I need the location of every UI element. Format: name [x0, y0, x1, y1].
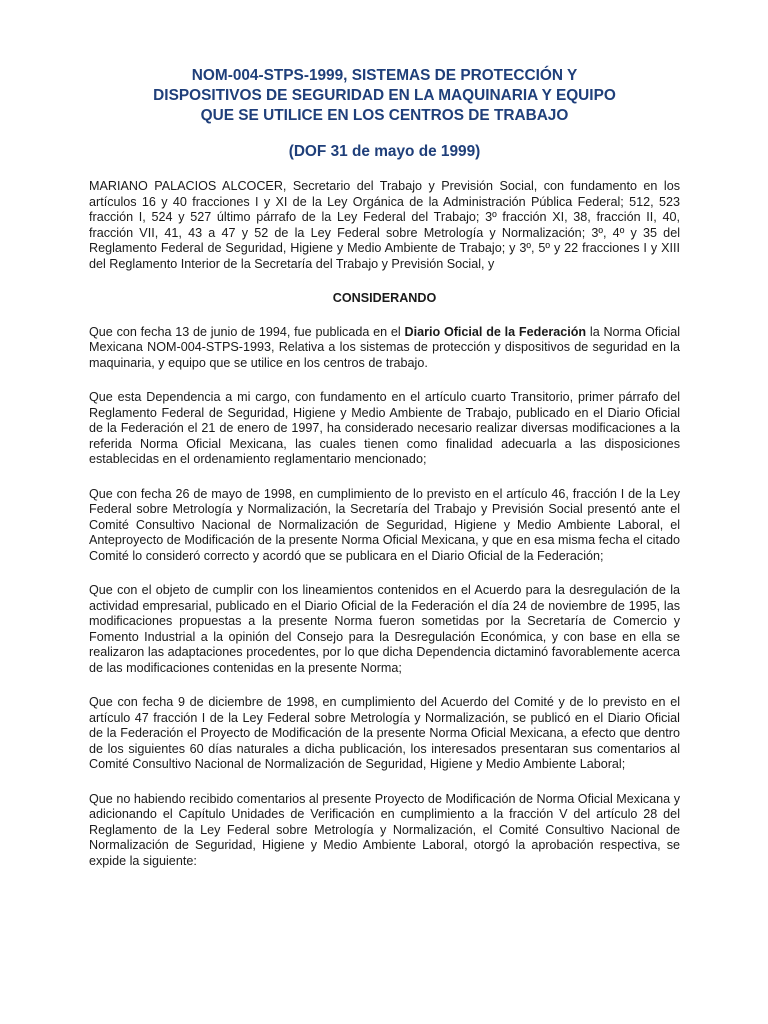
title-line-3: QUE SE UTILICE EN LOS CENTROS DE TRABAJO	[200, 107, 569, 124]
considerando-paragraph-2: Que esta Dependencia a mi cargo, con fundamento en el artículo cuarto Transitorio, primer párrafo del Reglamento Federal de Seguridad, Higiene y Medio Ambiente de Trabajo, publicado en el Diario Oficial de la Federación el 21 de enero de 1997, ha considerado necesario realizar diversas modificaciones a la referida Norma Oficial Mexicana, las cuales tienen como finalidad adecuarla a las disposiciones establecidas en el ordenamiento reglamentario mencionado;	[89, 390, 680, 466]
paragraph-1-text-before: Que con fecha 13 de junio de 1994, fue publicada en el	[89, 324, 405, 339]
title-line-2: DISPOSITIVOS DE SEGURIDAD EN LA MAQUINARIA Y EQUIPO	[153, 87, 616, 104]
intro-paragraph: MARIANO PALACIOS ALCOCER, Secretario del Trabajo y Previsión Social, con fundamento en los artículos 16 y 40 fracciones I y XI de la Ley Orgánica de la Administración Pública Federal; 512, 523 fracción I, 524 y 527 último párrafo de la Ley Federal del Trabajo; 3º fracción XI, 38, fracción II, 40, fracción VII, 41, 43 a 47 y 52 de la Ley Federal sobre Metrología y Normalización; 3º, 4º y 35 del Reglamento Federal de Seguridad, Higiene y Medio Ambiente de Trabajo; y 3º, 5º y 22 fracciones I y XIII del Reglamento Interior de la Secretaría del Trabajo y Previsión Social, y	[89, 179, 680, 271]
considerando-paragraph-4: Que con el objeto de cumplir con los lineamientos contenidos en el Acuerdo para la desregulación de la actividad empresarial, publicado en el Diario Oficial de la Federación el día 24 de noviembre de 1995, las modificaciones propuestas a la presente Norma fueron sometidas por la Secretaría de Comercio y Fomento Industrial a la opinión del Consejo para la Desregulación Económica, y con base en ella se realizaron las adaptaciones procedentes, por lo que dicha Dependencia dictaminó favorablemente acerca de las modificaciones contenidas en la presente Norma;	[89, 583, 680, 675]
document-title	[89, 66, 680, 126]
title-line-1: NOM-004-STPS-1999, SISTEMAS DE PROTECCIÓN Y	[191, 67, 578, 84]
document-page	[89, 66, 680, 869]
publication-date: (DOF 31 de mayo de 1999)	[288, 143, 481, 160]
considerando-paragraph-3: Que con fecha 26 de mayo de 1998, en cumplimiento de lo previsto en el artículo 46, fracción I de la Ley Federal sobre Metrología y Normalización, la Secretaría del Trabajo y Previsión Social presentó ante el Comité Consultivo Nacional de Normalización de Seguridad, Higiene y Medio Ambiente Laboral, el Anteproyecto de Modificación de la presente Norma Oficial Mexicana, y que en esa misma fecha el citado Comité lo consideró correcto y acordó que se publicara en el Diario Oficial de la Federación;	[89, 486, 680, 563]
considerando-paragraph-1	[89, 325, 680, 372]
considerando-heading: CONSIDERANDO	[332, 291, 437, 305]
paragraph-1-text-after: la Norma Oficial Mexicana NOM-004-STPS-1993, Relativa a los sistemas de protección y dispositivos de seguridad en la maquinaria, y equipo que se utilice en los centros de trabajo.	[89, 324, 680, 370]
diario-oficial-bold: Diario Oficial de la Federación	[404, 324, 587, 339]
considerando-paragraph-6: Que no habiendo recibido comentarios al presente Proyecto de Modificación de Norma Oficial Mexicana y adicionando el Capítulo Unidades de Verificación en cumplimiento a la fracción V del artículo 28 del Reglamento de la Ley Federal sobre Metrología y Normalización, el Comité Consultivo Nacional de Normalización de Seguridad, Higiene y Medio Ambiente Laboral, otorgó la aprobación respectiva, se expide la siguiente:	[89, 791, 680, 868]
considerando-paragraph-5: Que con fecha 9 de diciembre de 1998, en cumplimiento del Acuerdo del Comité y de lo previsto en el artículo 47 fracción I de la Ley Federal sobre Metrología y Normalización, se publicó en el Diario Oficial de la Federación el Proyecto de Modificación de la presente Norma Oficial Mexicana, a efecto que dentro de los siguientes 60 días naturales a dicha publicación, los interesados presentaran sus comentarios al Comité Consultivo Nacional de Normalización de Seguridad, Higiene y Medio Ambiente Laboral;	[89, 695, 680, 771]
